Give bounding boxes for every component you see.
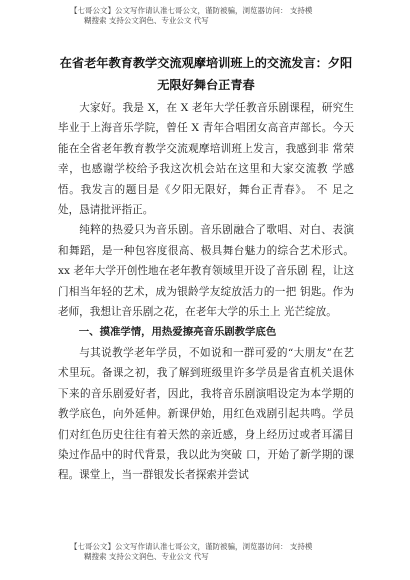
paragraph-musical-love: 纯粹的热爱只为音乐剧。音乐剧融合了歌唱、对白、表演和舞蹈，是一种包容度很高、极具舞台魅力的综合艺术形式。xx 老年大学开创性地在老年教育领域里开设了音乐剧 程，让这门相当年轻的艺术，成为银龄学友绽放活力的一把 钥匙。作为老师，我想让音乐剧之花，在老年大学的乐土上 光芒绽放。 [58,224,354,319]
paragraph-teaching: 与其说教学老年学员，不如说和一群可爱的“大朋友”在艺术里玩。备课之初，我了解到班级里许多学员是省直机关退休下来的音乐剧爱好者，因此，我将音乐剧演唱设定为本学期的教学底色，向外延伸。新课伊始，用红色戏剧引起共鸣。学员们对红色历史往往有着天然的亲近感，身上经历过或者耳濡目染过作品中的时代背景，我以此为突破 口，开始了新学期的课程。课堂上，当一群银发长者探索并尝试 [58,346,354,482]
document-body [58,98,354,486]
header-banner-line-1: 【七哥公文】公文写作请认准七哥公文，谨防被骗，浏览器访问： 支持模 [70,6,313,15]
footer-watermark-banner [70,542,370,562]
header-watermark-banner [70,6,370,26]
section-heading-1: 一、摸准学情，用热爱擦亮音乐剧教学底色 [78,326,277,339]
footer-banner-line-1: 【七哥公文】公文写作请认准七哥公文，谨防被骗，浏览器访问： 支持模 [70,542,313,551]
header-banner-line-2: 糊搜索 支持公文润色、专业公文 代写 [84,16,209,25]
document-title: 在省老年教育教学交流观摩培训班上的交流发言：夕阳无限好舞台正青春 [59,56,353,92]
footer-banner-line-2: 糊搜索 支持公文润色、专业公文 代写 [84,552,209,561]
paragraph-intro: 大家好。我是 X，在 X 老年大学任教音乐剧课程，研究生 毕业于上海音乐学院，曾任 X 青年合唱团女高音声部长。今天能在全省老年教育教学交流观摩培训班上发言，我感到非 常荣幸，也感谢学校给予我这次机会站在这里和大家交流教 学感悟。我发言的题目是《夕阳无限好，舞台正青春》。 不 足之处，恳请批评指正。 [58,102,354,217]
